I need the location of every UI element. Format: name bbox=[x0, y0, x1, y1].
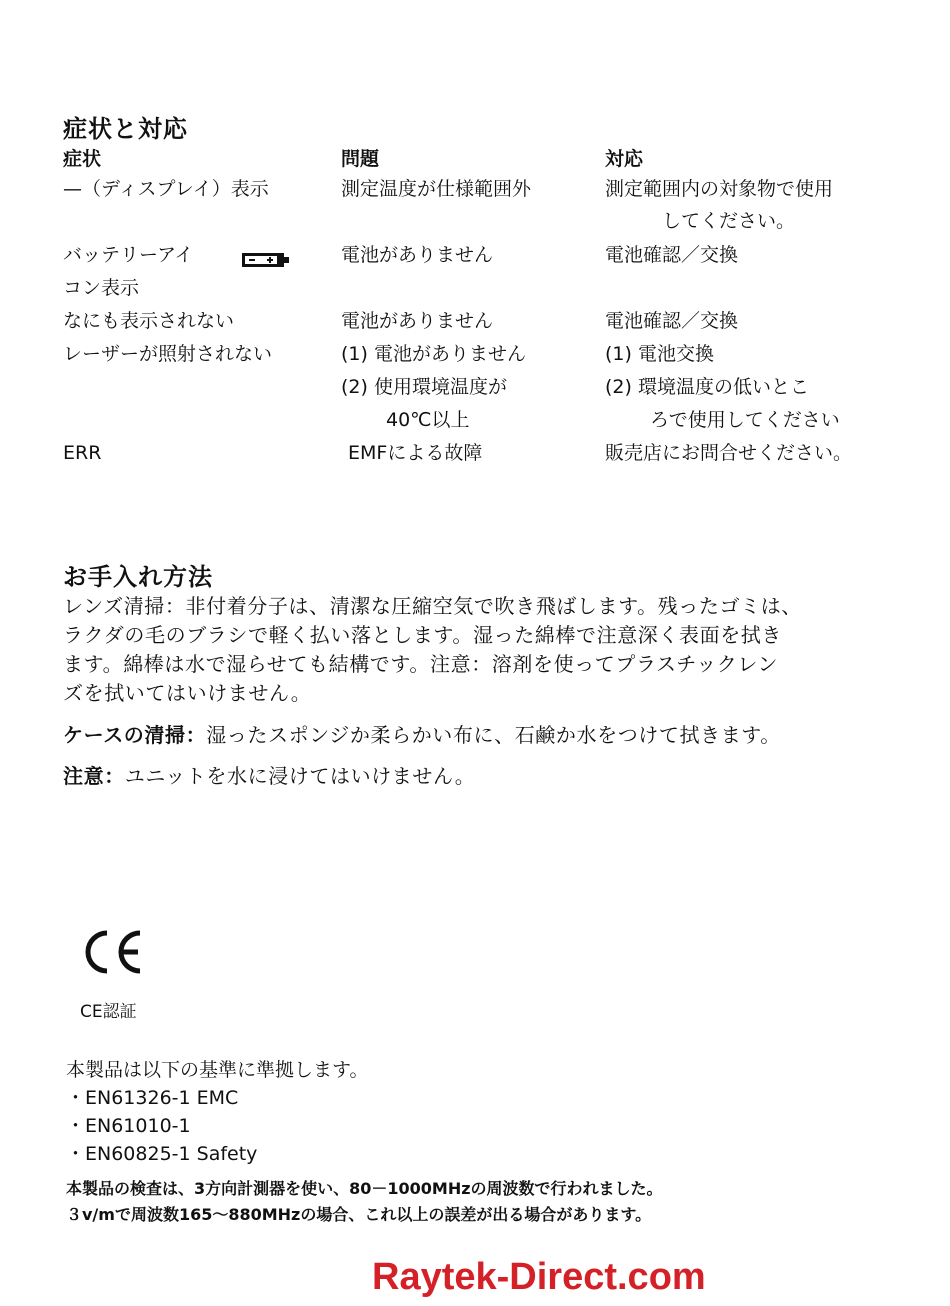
lens-cleaning-line3: ます。綿棒は水で湿らせても結構です。注意：溶剤を使ってプラスチックレン bbox=[63, 652, 779, 676]
standard-item: ・EN61010-1 bbox=[66, 1115, 191, 1137]
test-note-line1: 本製品の検査は、3方向計測器を使い、80－1000MHzの周波数で行われました。 bbox=[66, 1179, 663, 1198]
standard-item: ・EN60825-1 Safety bbox=[66, 1143, 258, 1165]
ce-caption: CE認証 bbox=[80, 1002, 137, 1022]
row3-problem: 電池がありません bbox=[341, 310, 494, 332]
care-title: お手入れ方法 bbox=[63, 563, 213, 591]
caution bbox=[63, 762, 475, 791]
case-cleaning-text: 湿ったスポンジか柔らかい布に、石鹸か水をつけて拭きます。 bbox=[206, 723, 781, 747]
row3-symptom: なにも表示されない bbox=[63, 310, 235, 332]
row4-problem-line1: (1) 電池がありません bbox=[341, 343, 526, 365]
row4-problem-line2: (2) 使用環境温度が bbox=[341, 376, 507, 398]
lens-cleaning-line2: ラクダの毛のブラシで軽く払い落とします。湿った綿棒で注意深く表面を拭き bbox=[63, 623, 782, 647]
case-cleaning bbox=[63, 721, 781, 750]
row1-action-line2: してください。 bbox=[662, 210, 796, 232]
ce-mark-logo bbox=[80, 929, 146, 975]
row2-problem: 電池がありません bbox=[341, 244, 494, 266]
row2-symptom-line1: バッテリーアイ bbox=[63, 244, 194, 266]
lens-cleaning-line4: ズを拭いてはいけません。 bbox=[63, 681, 312, 705]
row5-symptom: ERR bbox=[63, 442, 102, 464]
row3-action: 電池確認／交換 bbox=[605, 310, 739, 332]
caution-label: 注意： bbox=[63, 764, 125, 788]
problem-header: 問題 bbox=[341, 148, 380, 170]
row4-problem-line3: 40℃以上 bbox=[386, 409, 470, 431]
row1-symptom: —（ディスプレイ）表示 bbox=[63, 178, 269, 200]
standards-intro: 本製品は以下の基準に準拠します。 bbox=[66, 1059, 369, 1081]
standard-item: ・EN61326-1 EMC bbox=[66, 1087, 239, 1109]
test-note-line2: ３v/mで周波数165～880MHzの場合、これ以上の誤差が出る場合があります。 bbox=[66, 1205, 652, 1224]
action-header: 対応 bbox=[605, 148, 644, 170]
footer-site-link[interactable]: Raytek-Direct.com bbox=[372, 1256, 706, 1298]
row4-symptom: レーザーが照射されない bbox=[63, 343, 273, 365]
row5-action: 販売店にお問合せください。 bbox=[605, 442, 853, 464]
lens-cleaning-line1: レンズ清掃：非付着分子は、清潔な圧縮空気で吹き飛ばします。残ったゴミは、 bbox=[63, 594, 802, 618]
row4-action-line3: ろで使用してください bbox=[650, 409, 840, 431]
case-cleaning-label: ケースの清掃： bbox=[63, 723, 207, 747]
row4-action-line2: (2) 環境温度の低いとこ bbox=[605, 376, 809, 398]
row1-action-line1: 測定範囲内の対象物で使用 bbox=[605, 178, 834, 200]
symptom-header: 症状 bbox=[63, 148, 102, 170]
row5-problem: EMFによる故障 bbox=[348, 442, 483, 464]
row2-symptom-line2: コン表示 bbox=[63, 277, 140, 299]
row4-action-line1: (1) 電池交換 bbox=[605, 343, 714, 365]
row2-action: 電池確認／交換 bbox=[605, 244, 739, 266]
battery-low-icon bbox=[241, 251, 291, 269]
troubleshooting-title: 症状と対応 bbox=[63, 115, 188, 143]
row1-problem: 測定温度が仕様範囲外 bbox=[341, 178, 532, 200]
caution-text: ユニットを水に浸けてはいけません。 bbox=[124, 764, 476, 788]
